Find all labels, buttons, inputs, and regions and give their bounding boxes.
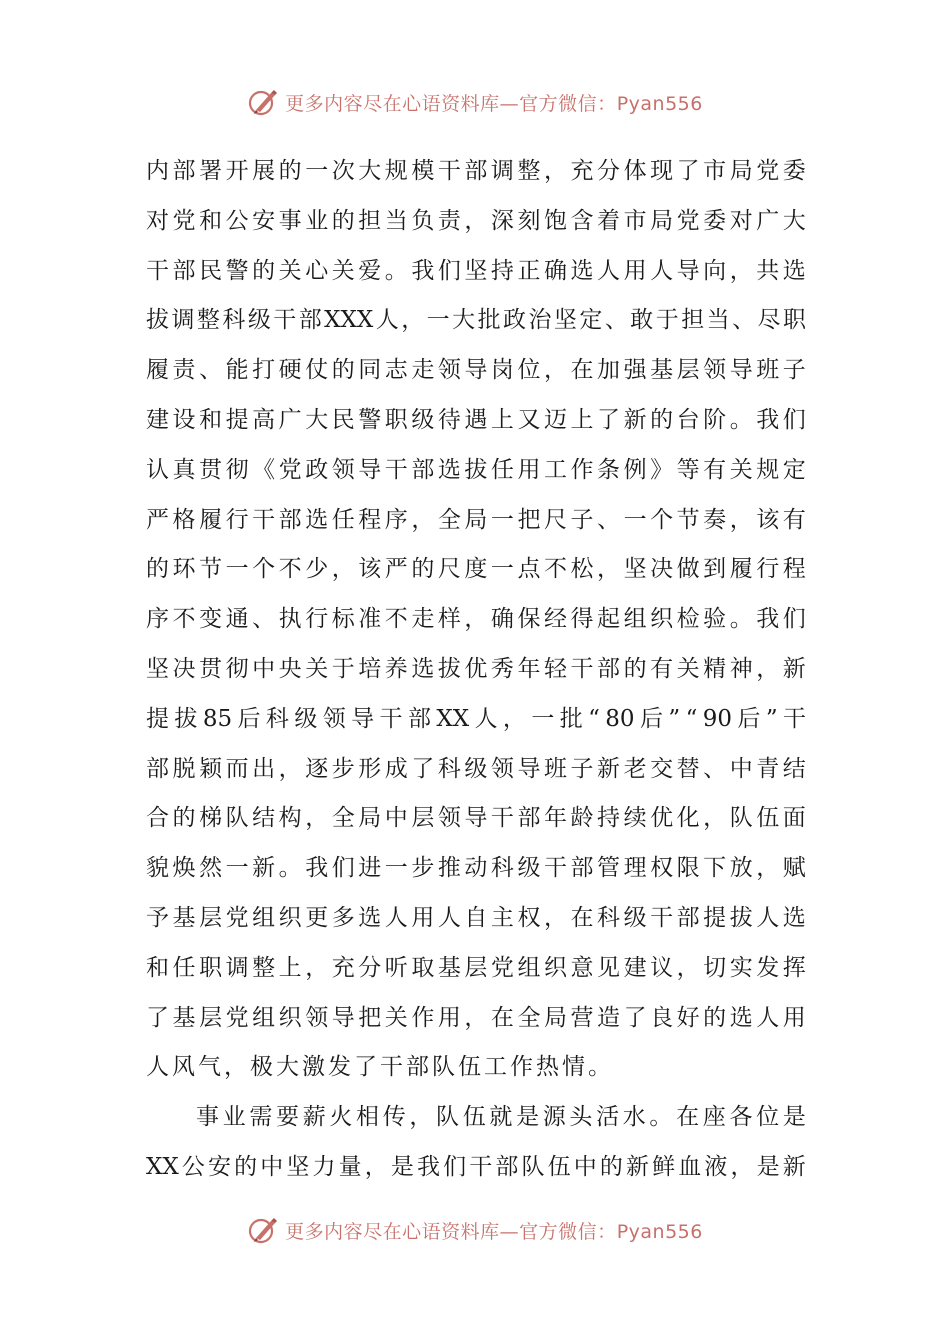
banner-suffix: 官方微信： [519, 1220, 617, 1243]
text-line: 序 不 变 通 、 执 行 标 准 不 走 样 ， 确 保 经 得 起 组 织 检 验 。 我 们 [146, 606, 806, 633]
text-line: 提 拔 85 后 科 级 领 导 干 部 XX 人 ， 一 批 “ 80 后 ” “ 90 后 ” 干 [146, 705, 806, 732]
banner-wechat-id: Pyan556 [616, 92, 703, 115]
pen-logo-icon [247, 1214, 279, 1246]
text-line: 予 基 层 党 组 织 更 多 选 人 用 人 自 主 权 ， 在 科 级 干 部 提 拔 人 选 [146, 904, 806, 931]
text-line: 了 基 层 党 组 织 领 导 把 关 作 用 ， 在 全 局 营 造 了 良 好 的 选 人 用 [146, 1004, 806, 1031]
text-line: 对 党 和 公 安 事 业 的 担 当 负 责 ， 深 刻 饱 含 着 市 局 党 委 对 广 大 [146, 207, 806, 234]
banner-wechat-id: Pyan556 [616, 1220, 703, 1243]
text-line: XX 公 安 的 中 坚 力 量 ， 是 我 们 干 部 队 伍 中 的 新 鲜 血 液 ， 是 新 [146, 1153, 806, 1180]
text-line: 履 责 、 能 打 硬 仗 的 同 志 走 领 导 岗 位 ， 在 加 强 基 层 领 导 班 子 [146, 357, 806, 384]
text-line: 内 部 署 开 展 的 一 次 大 规 模 干 部 调 整 ， 充 分 体 现 了 市 局 党 委 [146, 158, 806, 184]
text-line: 干 部 民 警 的 关 心 关 爱 。 我 们 坚 持 正 确 选 人 用 人 导 向 ， 共 选 [146, 257, 806, 284]
text-line: 的 环 节 一 个 不 少 ， 该 严 的 尺 度 一 点 不 松 ， 坚 决 做 到 履 行 程 [146, 556, 806, 583]
banner-suffix: 官方微信： [519, 92, 617, 115]
text-line: 严 格 履 行 干 部 选 任 程 序 ， 全 局 一 把 尺 子 、 一 个 节 奏 ， 该 有 [146, 506, 806, 533]
text-line: 建 设 和 提 高 广 大 民 警 职 级 待 遇 上 又 迈 上 了 新 的 台 阶 。 我 们 [146, 406, 806, 433]
text-line: 部 脱 颖 而 出 ， 逐 步 形 成 了 科 级 领 导 班 子 新 老 交 替 、 中 青 结 [146, 755, 806, 782]
text-line: 认 真 贯 彻 《 党 政 领 导 干 部 选 拔 任 用 工 作 条 例 》 等 有 关 规 定 [146, 456, 806, 483]
text-line: 事 业 需 要 薪 火 相 传 ， 队 伍 就 是 源 头 活 水 。 在 座 各 位 是 [196, 1104, 806, 1131]
document-body [146, 147, 806, 1193]
pen-logo-icon [247, 86, 279, 118]
text-line: 人风气，极大激发了干部队伍工作热情。 [146, 1054, 614, 1081]
banner-text [285, 89, 703, 116]
header-banner [0, 82, 950, 122]
text-line: 拔 调 整 科 级 干 部 XXX 人 ， 一 大 批 政 治 坚 定 、 敢 于 担 当 、 尽 职 [146, 307, 806, 334]
banner-separator: — [499, 1220, 520, 1243]
text-line: 坚 决 贯 彻 中 央 关 于 培 养 选 拔 优 秀 年 轻 干 部 的 有 关 精 神 ， 新 [146, 655, 806, 682]
text-line: 合 的 梯 队 结 构 ， 全 局 中 层 领 导 干 部 年 龄 持 续 优 化 ， 队 伍 面 [146, 805, 806, 832]
banner-text [285, 1217, 703, 1244]
text-line: 貌 焕 然 一 新 。 我 们 进 一 步 推 动 科 级 干 部 管 理 权 限 下 放 ， 赋 [146, 855, 806, 882]
banner-prefix: 更多内容尽在心语资料库 [285, 92, 500, 115]
banner-separator: — [499, 92, 520, 115]
footer-banner [0, 1210, 950, 1250]
banner-prefix: 更多内容尽在心语资料库 [285, 1220, 500, 1243]
text-line: 和 任 职 调 整 上 ， 充 分 听 取 基 层 党 组 织 意 见 建 议 ， 切 实 发 挥 [146, 954, 806, 981]
